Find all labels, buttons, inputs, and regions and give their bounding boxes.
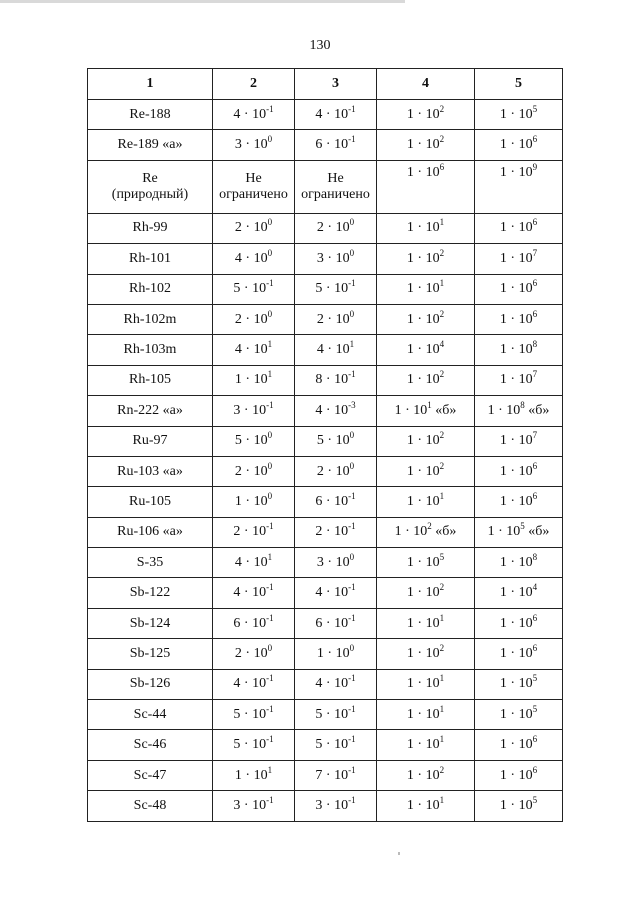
nuclide-cell: Sc-46 [88, 730, 213, 760]
activity-a1-cell: $2 \cdot 10^0$ [213, 304, 295, 334]
activity-a2-cell: $4 \cdot 10^{-3}$ [295, 396, 377, 426]
table-row [88, 100, 563, 130]
specific-activity-cell: $1 \cdot 10^1$ [377, 700, 475, 730]
activity-a1-cell: $4 \cdot 10^{-1}$ [213, 100, 295, 130]
activity-a2-cell: $2 \cdot 10^0$ [295, 456, 377, 486]
activity-a2-cell: $4 \cdot 10^1$ [295, 335, 377, 365]
column-header: 1 [88, 69, 213, 100]
activity-a2-cell: $6 \cdot 10^{-1}$ [295, 130, 377, 160]
activity-a1-cell: $3 \cdot 10^{-1}$ [213, 396, 295, 426]
activity-a2-cell: $2 \cdot 10^0$ [295, 213, 377, 243]
specific-activity-cell: $1 \cdot 10^2$ [377, 100, 475, 130]
table-row [88, 426, 563, 456]
activity-a2-cell: $2 \cdot 10^{-1}$ [295, 517, 377, 547]
table-row [88, 213, 563, 243]
table-row [88, 335, 563, 365]
activity-limit-cell: $1 \cdot 10^6$ [475, 639, 563, 669]
activity-a2-cell: $2 \cdot 10^0$ [295, 304, 377, 334]
activity-a2-cell: $4 \cdot 10^{-1}$ [295, 669, 377, 699]
activity-a2-cell: $8 \cdot 10^{-1}$ [295, 365, 377, 395]
specific-activity-cell: $1 \cdot 10^6$ [377, 160, 475, 213]
table-header-row [88, 69, 563, 100]
table-row [88, 730, 563, 760]
radionuclide-table [87, 68, 563, 822]
specific-activity-cell: $1 \cdot 10^2$ [377, 130, 475, 160]
column-header: 4 [377, 69, 475, 100]
table-row [88, 517, 563, 547]
table-row [88, 365, 563, 395]
specific-activity-cell: $1 \cdot 10^1$ [377, 274, 475, 304]
nuclide-cell: Re (природный) [88, 160, 213, 213]
specific-activity-cell: $1 \cdot 10^4$ [377, 335, 475, 365]
activity-limit-cell: $1 \cdot 10^5$ [475, 669, 563, 699]
activity-limit-cell: $1 \cdot 10^4$ [475, 578, 563, 608]
table-row [88, 791, 563, 821]
nuclide-cell: Sb-125 [88, 639, 213, 669]
activity-a2-cell: $5 \cdot 10^{-1}$ [295, 700, 377, 730]
nuclide-cell: Sb-126 [88, 669, 213, 699]
specific-activity-cell: $1 \cdot 10^2$ [377, 365, 475, 395]
table-row [88, 760, 563, 790]
activity-a1-cell: $3 \cdot 10^0$ [213, 130, 295, 160]
activity-a2-cell: $1 \cdot 10^0$ [295, 639, 377, 669]
activity-a1-cell: $1 \cdot 10^1$ [213, 760, 295, 790]
activity-limit-cell: $1 \cdot 10^6$ [475, 130, 563, 160]
activity-limit-cell: $1 \cdot 10^8$ [475, 335, 563, 365]
specific-activity-cell: $1 \cdot 10^1$ [377, 730, 475, 760]
specific-activity-cell: $1 \cdot 10^2$ [377, 426, 475, 456]
activity-a1-cell: $4 \cdot 10^{-1}$ [213, 669, 295, 699]
nuclide-cell: Ru-105 [88, 487, 213, 517]
activity-limit-cell: $1 \cdot 10^6$ [475, 304, 563, 334]
activity-limit-cell: $1 \cdot 10^9$ [475, 160, 563, 213]
table-row [88, 244, 563, 274]
activity-a1-cell: $1 \cdot 10^0$ [213, 487, 295, 517]
table-row [88, 578, 563, 608]
specific-activity-cell: $1 \cdot 10^2$ [377, 244, 475, 274]
nuclide-cell: Rh-102 [88, 274, 213, 304]
specific-activity-cell: $1 \cdot 10^1$ [377, 487, 475, 517]
activity-a1-cell: $4 \cdot 10^1$ [213, 548, 295, 578]
specific-activity-cell: $1 \cdot 10^2$ [377, 639, 475, 669]
nuclide-cell: Sb-124 [88, 608, 213, 638]
activity-a1-cell: $2 \cdot 10^0$ [213, 456, 295, 486]
activity-a1-cell: $5 \cdot 10^{-1}$ [213, 274, 295, 304]
table-row [88, 700, 563, 730]
activity-a2-cell: $5 \cdot 10^0$ [295, 426, 377, 456]
activity-a2-cell: $3 \cdot 10^0$ [295, 548, 377, 578]
specific-activity-cell: $1 \cdot 10^2$ [377, 456, 475, 486]
nuclide-cell: Rh-99 [88, 213, 213, 243]
activity-a1-cell: $5 \cdot 10^{-1}$ [213, 730, 295, 760]
specific-activity-cell: $1 \cdot 10^1$ [377, 213, 475, 243]
activity-a2-cell: $7 \cdot 10^{-1}$ [295, 760, 377, 790]
activity-limit-cell: $1 \cdot 10^6$ [475, 608, 563, 638]
table-row [88, 130, 563, 160]
activity-a2-cell: $6 \cdot 10^{-1}$ [295, 487, 377, 517]
activity-a1-cell: $2 \cdot 10^{-1}$ [213, 517, 295, 547]
specific-activity-cell: $1 \cdot 10^1$ [377, 669, 475, 699]
top-edge-rule [0, 0, 405, 3]
specific-activity-cell: $1 \cdot 10^1$ [377, 608, 475, 638]
activity-limit-cell: $1 \cdot 10^6$ [475, 760, 563, 790]
nuclide-cell: Rh-101 [88, 244, 213, 274]
activity-limit-cell: $1 \cdot 10^8$ [475, 548, 563, 578]
activity-a1-cell: $3 \cdot 10^{-1}$ [213, 791, 295, 821]
activity-a1-cell: $2 \cdot 10^0$ [213, 639, 295, 669]
activity-limit-cell: $1 \cdot 10^6$ [475, 487, 563, 517]
nuclide-cell: Rh-103m [88, 335, 213, 365]
activity-a2-cell: $5 \cdot 10^{-1}$ [295, 730, 377, 760]
column-header: 2 [213, 69, 295, 100]
specific-activity-cell: $1 \cdot 10^2$ «б» [377, 517, 475, 547]
specific-activity-cell: $1 \cdot 10^1$ [377, 791, 475, 821]
activity-a2-cell: $4 \cdot 10^{-1}$ [295, 578, 377, 608]
nuclide-cell: S-35 [88, 548, 213, 578]
activity-limit-cell: $1 \cdot 10^5$ [475, 700, 563, 730]
activity-a1-cell: $1 \cdot 10^1$ [213, 365, 295, 395]
nuclide-cell: Re-188 [88, 100, 213, 130]
activity-a2-cell: $6 \cdot 10^{-1}$ [295, 608, 377, 638]
activity-limit-cell: $1 \cdot 10^5$ [475, 100, 563, 130]
nuclide-cell: Rh-102m [88, 304, 213, 334]
table-row [88, 160, 563, 213]
specific-activity-cell: $1 \cdot 10^5$ [377, 548, 475, 578]
activity-limit-cell: $1 \cdot 10^7$ [475, 426, 563, 456]
activity-a1-cell: $5 \cdot 10^{-1}$ [213, 700, 295, 730]
table-row [88, 548, 563, 578]
table-row [88, 304, 563, 334]
nuclide-cell: Sc-47 [88, 760, 213, 790]
specific-activity-cell: $1 \cdot 10^2$ [377, 578, 475, 608]
activity-a1-cell: $6 \cdot 10^{-1}$ [213, 608, 295, 638]
activity-limit-cell: $1 \cdot 10^5$ «б» [475, 517, 563, 547]
specific-activity-cell: $1 \cdot 10^2$ [377, 760, 475, 790]
table-row [88, 396, 563, 426]
activity-a1-cell: $4 \cdot 10^{-1}$ [213, 578, 295, 608]
activity-a2-cell: $3 \cdot 10^{-1}$ [295, 791, 377, 821]
activity-a1-cell: $5 \cdot 10^0$ [213, 426, 295, 456]
activity-limit-cell: $1 \cdot 10^5$ [475, 791, 563, 821]
table-row [88, 274, 563, 304]
activity-a2-cell: $4 \cdot 10^{-1}$ [295, 100, 377, 130]
nuclide-cell: Sb-122 [88, 578, 213, 608]
activity-a1-cell: $4 \cdot 10^0$ [213, 244, 295, 274]
nuclide-cell: Rh-105 [88, 365, 213, 395]
activity-a1-cell: $2 \cdot 10^0$ [213, 213, 295, 243]
table-row [88, 669, 563, 699]
specific-activity-cell: $1 \cdot 10^2$ [377, 304, 475, 334]
activity-limit-cell: $1 \cdot 10^6$ [475, 730, 563, 760]
activity-limit-cell: $1 \cdot 10^6$ [475, 213, 563, 243]
scan-mark [398, 852, 400, 855]
table-body [88, 100, 563, 822]
activity-limit-cell: $1 \cdot 10^6$ [475, 456, 563, 486]
column-header: 3 [295, 69, 377, 100]
nuclide-cell: Ru-103 «а» [88, 456, 213, 486]
nuclide-cell: Re-189 «а» [88, 130, 213, 160]
nuclide-cell: Ru-106 «а» [88, 517, 213, 547]
nuclide-cell: Sc-48 [88, 791, 213, 821]
activity-a2-cell: Не ограничено [295, 160, 377, 213]
activity-limit-cell: $1 \cdot 10^7$ [475, 365, 563, 395]
specific-activity-cell: $1 \cdot 10^1$ «б» [377, 396, 475, 426]
table-row [88, 456, 563, 486]
column-header: 5 [475, 69, 563, 100]
activity-a2-cell: $5 \cdot 10^{-1}$ [295, 274, 377, 304]
nuclide-cell: Ru-97 [88, 426, 213, 456]
activity-a1-cell: $4 \cdot 10^1$ [213, 335, 295, 365]
activity-a2-cell: $3 \cdot 10^0$ [295, 244, 377, 274]
table-row [88, 487, 563, 517]
activity-a1-cell: Не ограничено [213, 160, 295, 213]
activity-limit-cell: $1 \cdot 10^8$ «б» [475, 396, 563, 426]
activity-limit-cell: $1 \cdot 10^6$ [475, 274, 563, 304]
page-number: 130 [309, 38, 331, 53]
nuclide-cell: Rn-222 «а» [88, 396, 213, 426]
activity-limit-cell: $1 \cdot 10^7$ [475, 244, 563, 274]
table-row [88, 608, 563, 638]
nuclide-cell: Sc-44 [88, 700, 213, 730]
table-row [88, 639, 563, 669]
